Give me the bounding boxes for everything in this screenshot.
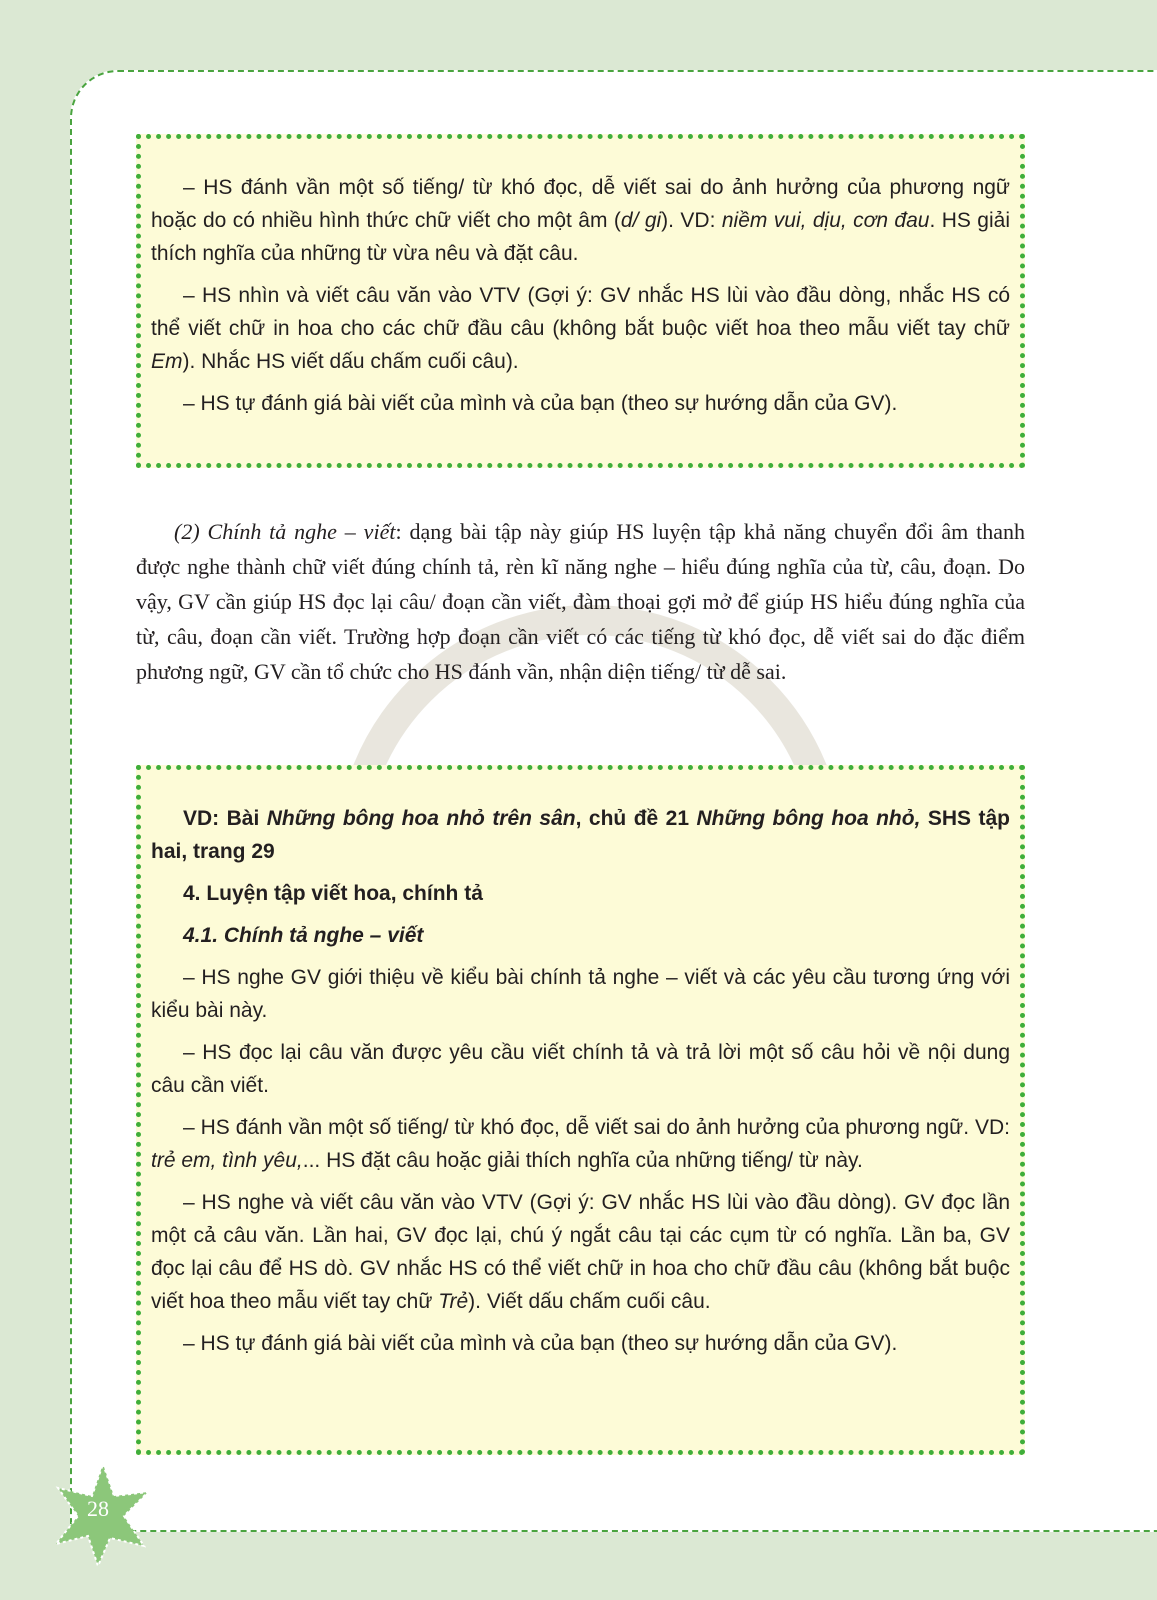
italic-text: trẻ em, tình yêu, xyxy=(151,1149,303,1172)
italic-text: d/ gi xyxy=(620,209,662,232)
example-heading xyxy=(151,802,1010,868)
box2-paragraph-5: – HS tự đánh giá bài viết của mình và của bạn (theo sự hướng dẫn của GV). xyxy=(183,1332,898,1355)
box1-paragraph-3: – HS tự đánh giá bài viết của mình và của bạn (theo sự hướng dẫn của GV). xyxy=(183,392,898,415)
italic-text: Những bông hoa nhỏ, xyxy=(696,807,921,830)
page-number: 28 xyxy=(87,1496,109,1521)
text: ). Viết dấu chấm cuối câu. xyxy=(468,1290,711,1313)
italic-text: Trẻ xyxy=(438,1290,469,1313)
text: – HS đánh vần một số tiếng/ từ khó đọc, dễ viết sai do ảnh hưởng của phương ngữ. VD: xyxy=(183,1116,1010,1139)
box2-paragraph-2: – HS đọc lại câu văn được yêu cầu viết chính tả và trả lời một số câu hỏi về nội dung câu cần viết. xyxy=(151,1041,1010,1097)
example-box-1 xyxy=(136,134,1025,468)
italic-text: Những bông hoa nhỏ trên sân xyxy=(266,807,576,830)
bottom-band xyxy=(0,1534,1157,1600)
text: : dạng bài tập này giúp HS luyện tập khả năng chuyển đổi âm thanh được nghe thành chữ viết đúng chính tả, rèn kĩ năng nghe – hiểu đúng nghĩa của từ, câu, đoạn. Do vậy, GV cần giúp HS đọc lại câu/ đoạn cần viết, đàm thoại gợi mở để giúp HS hiểu đúng nghĩa của từ, câu, đoạn cần viết. Trường hợp đoạn cần viết có các tiếng từ khó đọc, dễ viết sai do đặc điểm phương ngữ, GV cần tổ chức cho HS đánh vần, nhận diện tiếng/ từ dễ sai. xyxy=(136,519,1026,684)
text: VD: Bài xyxy=(183,807,267,830)
text: ). VD: xyxy=(661,209,722,232)
section-heading: 4. Luyện tập viết hoa, chính tả xyxy=(183,882,483,905)
box1-paragraph-2 xyxy=(151,279,1010,378)
italic-text: Em xyxy=(151,350,183,373)
text: . HS giải thích nghĩa của những từ vừa nêu và đặt câu. xyxy=(151,209,1010,265)
box2-paragraph-1: – HS nghe GV giới thiệu về kiểu bài chính tả nghe – viết và các yêu cầu tương ứng với kiểu bài này. xyxy=(151,966,1010,1022)
body-paragraph xyxy=(136,514,1025,689)
text: ... HS đặt câu hoặc giải thích nghĩa của những tiếng/ từ này. xyxy=(302,1149,863,1172)
box1-paragraph-1 xyxy=(151,171,1010,270)
text: – HS đánh vần một số tiếng/ từ khó đọc, dễ viết sai do ảnh hưởng của phương ngữ hoặc do có nhiều hình thức chữ viết cho một âm ( xyxy=(151,176,1010,232)
italic-text: (2) Chính tả nghe – viết xyxy=(174,519,396,544)
text: – HS nhìn và viết câu văn vào VTV (Gợi ý: GV nhắc HS lùi vào đầu dòng, nhắc HS có thể viết chữ in hoa cho các chữ đầu câu (không bắt buộc viết hoa theo mẫu viết tay chữ xyxy=(151,284,1010,340)
italic-text: niềm vui, dịu, cơn đau xyxy=(721,209,930,232)
box2-paragraph-3 xyxy=(151,1111,1010,1177)
subsection-heading: 4.1. Chính tả nghe – viết xyxy=(183,924,424,947)
box2-paragraph-4 xyxy=(151,1186,1010,1318)
example-box-2 xyxy=(136,765,1025,1455)
text: – HS nghe và viết câu văn vào VTV (Gợi ý: GV nhắc HS lùi vào đầu dòng). GV đọc lần một cả câu văn. Lần hai, GV đọc lại, chú ý ngắt câu tại các cụm từ có nghĩa. Lần ba, GV đọc lại câu để HS dò. GV nhắc HS có thể viết chữ in hoa cho chữ đầu câu (không bắt buộc viết hoa theo mẫu viết tay chữ xyxy=(151,1191,1010,1313)
text: , chủ đề 21 xyxy=(575,807,697,830)
text: SHS tập hai, trang 29 xyxy=(151,807,1010,863)
text: ). Nhắc HS viết dấu chấm cuối câu). xyxy=(182,350,519,373)
